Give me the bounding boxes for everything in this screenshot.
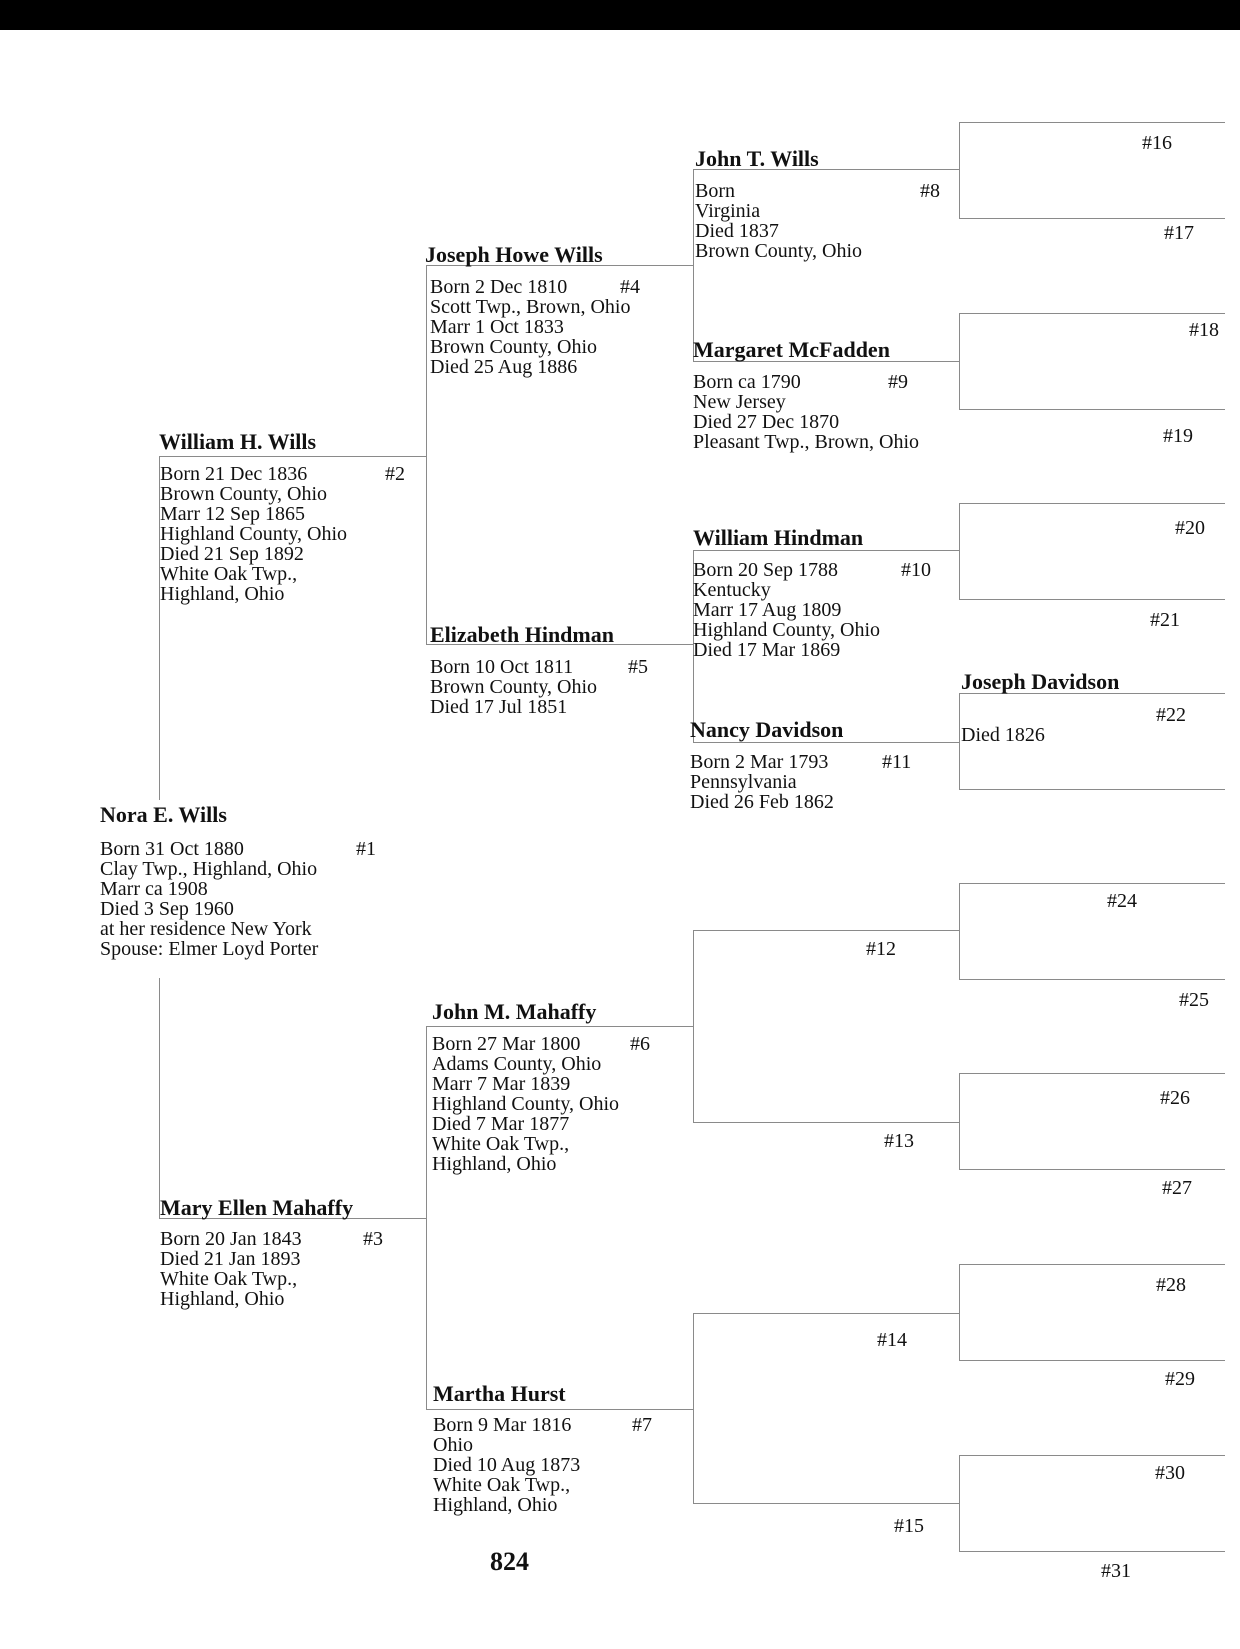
- person-9-name: Margaret McFadden: [693, 337, 890, 362]
- slot-21-number: #21: [1150, 609, 1180, 631]
- slot-27-number: #27: [1162, 1177, 1192, 1199]
- page-number: 824: [490, 1547, 529, 1576]
- person-4-details: Born 2 Dec 1810 Scott Twp., Brown, Ohio Marr 1 Oct 1833 Brown County, Ohio Died 25 Aug 1886: [430, 276, 631, 378]
- slot-25-number: #25: [1179, 989, 1209, 1011]
- person-4-number: #4: [620, 276, 640, 298]
- person-22-number: #22: [1156, 704, 1186, 726]
- slot-18-number: #18: [1189, 319, 1219, 341]
- slot-28-number: #28: [1156, 1274, 1186, 1296]
- slot-12-number: #12: [866, 938, 896, 960]
- person-5-details: Born 10 Oct 1811 Brown County, Ohio Died 17 Jul 1851: [430, 656, 598, 718]
- person-7-details: Born 9 Mar 1816 Ohio Died 10 Aug 1873 White Oak Twp., Highland, Ohio: [433, 1414, 581, 1516]
- person-3-details: Born 20 Jan 1843 Died 21 Jan 1893 White Oak Twp., Highland, Ohio: [160, 1228, 302, 1310]
- person-1-number: #1: [356, 838, 376, 860]
- person-1-details: Born 31 Oct 1880 Clay Twp., Highland, Ohio Marr ca 1908 Died 3 Sep 1960 at her residence New York Spouse: Elmer Loyd Porter: [100, 838, 319, 960]
- slot-26-number: #26: [1160, 1087, 1190, 1109]
- slot-29-number: #29: [1165, 1368, 1195, 1390]
- person-10-number: #10: [901, 559, 931, 581]
- person-11-number: #11: [882, 751, 912, 773]
- person-22-name: Joseph Davidson: [961, 669, 1120, 694]
- person-9-number: #9: [888, 371, 908, 393]
- person-9-details: Born ca 1790 New Jersey Died 27 Dec 1870 Pleasant Twp., Brown, Ohio: [693, 371, 919, 453]
- person-7-name: Martha Hurst: [433, 1381, 566, 1406]
- person-7-number: #7: [632, 1414, 652, 1436]
- slot-16-number: #16: [1142, 132, 1172, 154]
- slot-14-number: #14: [877, 1329, 907, 1351]
- slot-19-number: #19: [1163, 425, 1193, 447]
- person-3-name: Mary Ellen Mahaffy: [160, 1195, 354, 1220]
- page-top-border: [0, 0, 1240, 30]
- person-3-number: #3: [363, 1228, 383, 1250]
- person-11-name: Nancy Davidson: [690, 717, 844, 742]
- slot-20-number: #20: [1175, 517, 1205, 539]
- person-2-name: William H. Wills: [159, 429, 317, 454]
- person-2-details: Born 21 Dec 1836 Brown County, Ohio Marr 12 Sep 1865 Highland County, Ohio Died 21 Sep 1892 White Oak Twp., Highland, Ohio: [160, 463, 348, 605]
- person-5-number: #5: [628, 656, 648, 678]
- person-6-number: #6: [630, 1033, 650, 1055]
- slot-31-number: #31: [1101, 1560, 1131, 1582]
- person-11-details: Born 2 Mar 1793 Pennsylvania Died 26 Feb 1862: [690, 751, 834, 813]
- person-22-details: Died 1826: [961, 724, 1045, 746]
- person-5-name: Elizabeth Hindman: [430, 622, 614, 647]
- person-4-name: Joseph Howe Wills: [425, 242, 603, 267]
- slot-30-number: #30: [1155, 1462, 1185, 1484]
- slot-15-number: #15: [894, 1515, 924, 1537]
- slot-24-number: #24: [1107, 890, 1137, 912]
- person-8-name: John T. Wills: [695, 146, 819, 171]
- person-10-name: William Hindman: [693, 525, 864, 550]
- slot-13-number: #13: [884, 1130, 914, 1152]
- person-10-details: Born 20 Sep 1788 Kentucky Marr 17 Aug 1809 Highland County, Ohio Died 17 Mar 1869: [693, 559, 881, 661]
- person-2-number: #2: [385, 463, 405, 485]
- person-6-details: Born 27 Mar 1800 Adams County, Ohio Marr 7 Mar 1839 Highland County, Ohio Died 7 Mar 1877 White Oak Twp., Highland, Ohio: [432, 1033, 620, 1175]
- person-1-name: Nora E. Wills: [100, 802, 227, 827]
- person-6-name: John M. Mahaffy: [432, 999, 597, 1024]
- person-8-details: Born Virginia Died 1837 Brown County, Ohio: [695, 180, 863, 262]
- slot-17-number: #17: [1164, 222, 1194, 244]
- person-8-number: #8: [920, 180, 940, 202]
